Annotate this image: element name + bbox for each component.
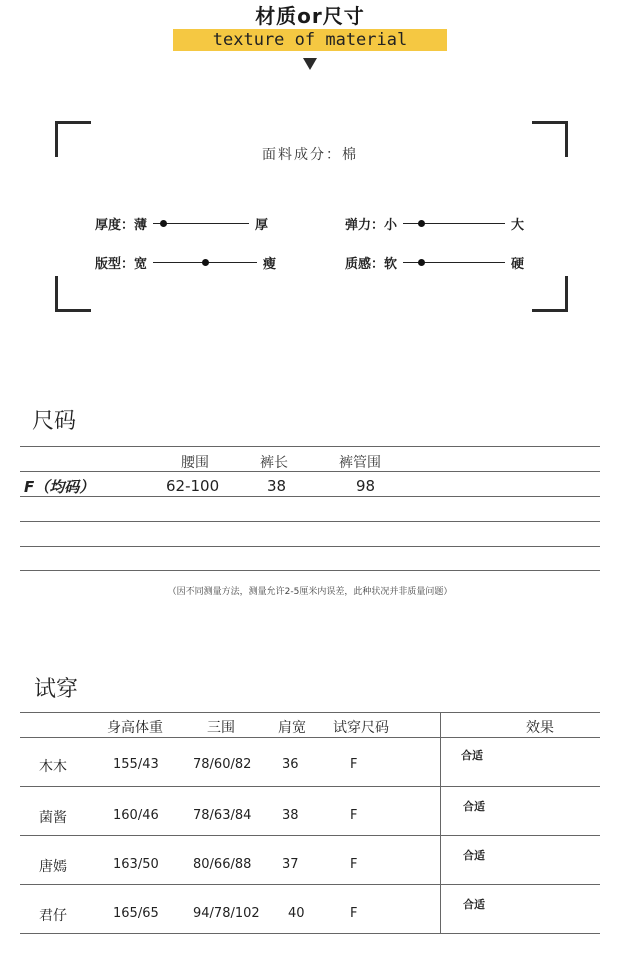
property-scale bbox=[403, 253, 505, 271]
table-divider bbox=[20, 570, 600, 571]
property-texture bbox=[345, 253, 524, 271]
property-end-label: 硬 bbox=[511, 256, 525, 272]
header-fit-size: 试穿尺码 bbox=[333, 720, 389, 736]
model-size: F bbox=[350, 906, 358, 921]
measurement-note: （因不同测量方法，测量允许2-5厘米内误差，此种状况并非质量问题） bbox=[167, 587, 453, 597]
fitting-section-title: 试穿 bbox=[34, 677, 79, 702]
corner-bracket-bottom-right bbox=[532, 276, 568, 312]
table-divider bbox=[20, 446, 600, 447]
header-shoulder: 肩宽 bbox=[278, 720, 306, 736]
model-measurements: 78/60/82 bbox=[193, 757, 252, 772]
scale-marker bbox=[418, 220, 425, 227]
size-name: F（均码） bbox=[24, 478, 95, 496]
column-divider bbox=[440, 712, 441, 934]
property-scale bbox=[403, 214, 505, 232]
table-divider bbox=[20, 521, 600, 522]
model-height-weight: 163/50 bbox=[113, 857, 159, 872]
property-scale bbox=[153, 253, 257, 271]
table-divider bbox=[20, 884, 600, 885]
model-name: 菌酱 bbox=[39, 810, 67, 826]
property-thickness bbox=[95, 214, 268, 232]
property-label: 弹力：小 bbox=[345, 217, 398, 233]
model-measurements: 94/78/102 bbox=[193, 906, 260, 921]
table-divider bbox=[20, 712, 600, 713]
model-effect: 合适 bbox=[463, 898, 485, 911]
property-label: 厚度：薄 bbox=[95, 217, 148, 233]
property-scale bbox=[153, 214, 249, 232]
table-divider bbox=[20, 496, 600, 497]
property-end-label: 瘦 bbox=[263, 256, 277, 272]
header-leg: 裤管围 bbox=[339, 455, 381, 471]
model-name: 唐嫣 bbox=[39, 859, 67, 875]
size-leg-value: 98 bbox=[356, 477, 376, 495]
header-measurements: 三围 bbox=[207, 720, 235, 736]
property-label: 质感：软 bbox=[345, 256, 398, 272]
header-height-weight: 身高体重 bbox=[107, 720, 163, 736]
model-height-weight: 160/46 bbox=[113, 808, 159, 823]
model-measurements: 78/63/84 bbox=[193, 808, 252, 823]
property-end-label: 厚 bbox=[255, 217, 269, 233]
property-fit bbox=[95, 253, 276, 271]
model-name: 君仔 bbox=[39, 908, 67, 924]
model-height-weight: 165/65 bbox=[113, 906, 159, 921]
header-length: 裤长 bbox=[260, 455, 288, 471]
model-name: 木木 bbox=[39, 759, 67, 775]
table-divider bbox=[20, 786, 600, 787]
subtitle-banner: texture of material bbox=[173, 29, 447, 51]
model-shoulder: 36 bbox=[282, 757, 299, 772]
model-shoulder: 37 bbox=[282, 857, 299, 872]
property-elasticity bbox=[345, 214, 524, 232]
model-shoulder: 38 bbox=[282, 808, 299, 823]
size-waist-value: 62-100 bbox=[166, 477, 220, 495]
model-size: F bbox=[350, 857, 358, 872]
down-arrow-icon bbox=[303, 58, 317, 70]
scale-marker bbox=[202, 259, 209, 266]
model-height-weight: 155/43 bbox=[113, 757, 159, 772]
table-divider bbox=[20, 933, 600, 934]
scale-marker bbox=[418, 259, 425, 266]
table-divider bbox=[20, 471, 600, 472]
model-effect: 合适 bbox=[463, 849, 485, 862]
header-effect: 效果 bbox=[526, 720, 554, 736]
table-divider bbox=[20, 737, 600, 738]
property-label: 版型：宽 bbox=[95, 256, 148, 272]
size-section-title: 尺码 bbox=[32, 409, 77, 434]
model-size: F bbox=[350, 757, 358, 772]
header-waist: 腰围 bbox=[181, 455, 209, 471]
model-shoulder: 40 bbox=[288, 906, 305, 921]
table-divider bbox=[20, 546, 600, 547]
model-size: F bbox=[350, 808, 358, 823]
model-effect: 合适 bbox=[463, 800, 485, 813]
model-effect: 合适 bbox=[461, 749, 483, 762]
corner-bracket-bottom-left bbox=[55, 276, 91, 312]
page-title: 材质or尺寸 bbox=[255, 4, 365, 28]
model-measurements: 80/66/88 bbox=[193, 857, 252, 872]
property-end-label: 大 bbox=[511, 217, 525, 233]
table-divider bbox=[20, 835, 600, 836]
size-length-value: 38 bbox=[267, 477, 287, 495]
scale-marker bbox=[160, 220, 167, 227]
fabric-composition: 面料成分：棉 bbox=[262, 147, 358, 163]
